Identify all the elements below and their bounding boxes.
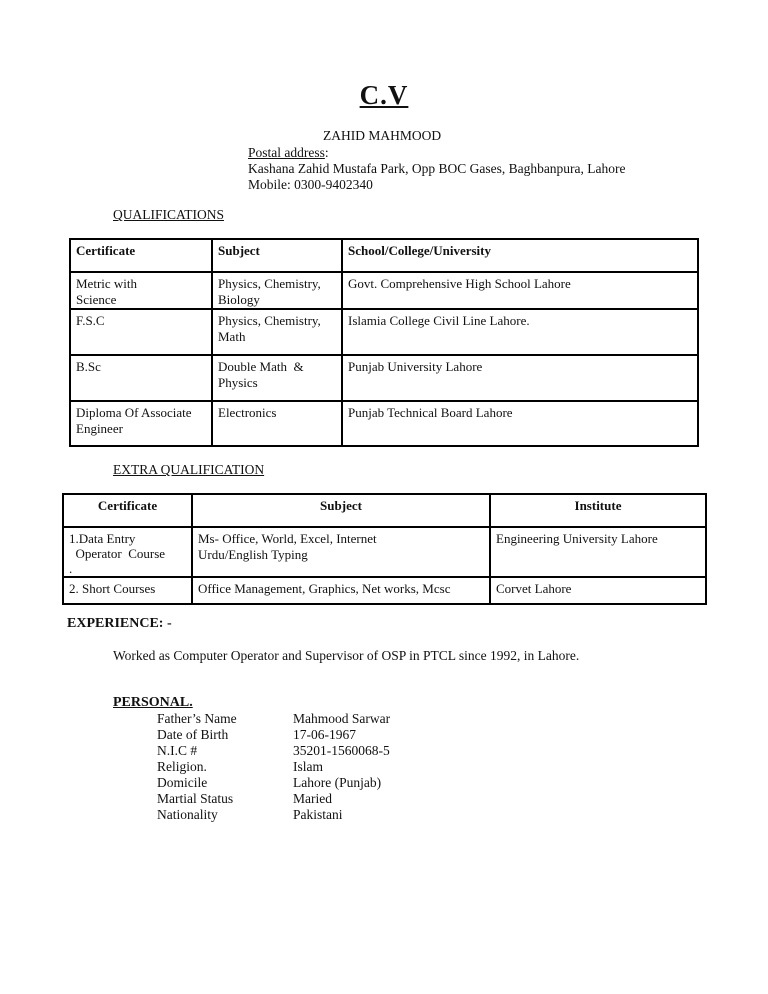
table-cell: Islamia College Civil Line Lahore. [342, 309, 698, 355]
extra-qualification-table [62, 493, 707, 605]
table-cell: Metric with Science [70, 272, 212, 309]
personal-label: PERSONAL. [113, 695, 193, 710]
nic-value: 35201-1560068-5 [293, 743, 390, 758]
qualifications-heading: QUALIFICATIONS [113, 207, 224, 222]
table-header-row [63, 494, 706, 527]
table-cell: 2. Short Courses [63, 577, 192, 604]
table-cell: Engineering University Lahore [490, 527, 706, 577]
nic-label: N.I.C # [157, 743, 198, 758]
experience-text: Worked as Computer Operator and Supervisor of OSP in PTCL since 1992, in Lahore. [113, 648, 580, 663]
table-row [70, 309, 698, 355]
table-cell: Physics, Chemistry, Math [212, 309, 342, 355]
table-cell: Office Management, Graphics, Net works, Mcsc [192, 577, 490, 604]
nationality-label: Nationality [157, 807, 218, 822]
header-certificate: Certificate [63, 494, 192, 527]
table-cell: Govt. Comprehensive High School Lahore [342, 272, 698, 309]
table-cell: Corvet Lahore [490, 577, 706, 604]
qualifications-table [69, 238, 699, 447]
mobile-number: Mobile: 0300-9402340 [248, 177, 373, 192]
header-subject: Subject [212, 239, 342, 272]
table-cell: B.Sc [70, 355, 212, 401]
marital-status-value: Maried [293, 791, 332, 806]
table-cell: Physics, Chemistry, Biology [212, 272, 342, 309]
header-school: School/College/University [342, 239, 698, 272]
domicile-value: Lahore (Punjab) [293, 775, 382, 790]
extra-qualification-heading: EXTRA QUALIFICATION [113, 462, 265, 477]
father-name-label: Father’s Name [157, 711, 237, 726]
dob-label: Date of Birth [157, 727, 229, 742]
header-certificate: Certificate [70, 239, 212, 272]
table-row [70, 401, 698, 446]
table-row [70, 355, 698, 401]
dob-value: 17-06-1967 [293, 727, 356, 742]
postal-address-colon: : [324, 145, 329, 160]
domicile-label: Domicile [157, 775, 208, 790]
religion-value: Islam [293, 759, 323, 774]
postal-address-label: Postal address [248, 145, 325, 160]
table-row [63, 577, 706, 604]
table-cell: Double Math & Physics [212, 355, 342, 401]
table-cell: Punjab University Lahore [342, 355, 698, 401]
header-subject: Subject [192, 494, 490, 527]
candidate-name: ZAHID MAHMOOD [323, 128, 442, 143]
table-row [70, 272, 698, 309]
table-cell: 1.Data Entry Operator Course . [63, 527, 192, 577]
father-name-value: Mahmood Sarwar [293, 711, 391, 726]
religion-label: Religion. [157, 759, 207, 774]
table-cell: Electronics [212, 401, 342, 446]
table-cell: Diploma Of Associate Engineer [70, 401, 212, 446]
header-institute: Institute [490, 494, 706, 527]
table-cell: Ms- Office, World, Excel, Internet Urdu/English Typing [192, 527, 490, 577]
table-cell: F.S.C [70, 309, 212, 355]
experience-label: EXPERIENCE: - [67, 616, 172, 631]
marital-status-label: Martial Status [157, 791, 234, 806]
table-row [63, 527, 706, 577]
cv-title: C.V [359, 80, 409, 110]
postal-address: Kashana Zahid Mustafa Park, Opp BOC Gases, Baghbanpura, Lahore [248, 161, 626, 176]
postal-address-label-line [248, 145, 329, 161]
table-header-row [70, 239, 698, 272]
nationality-value: Pakistani [293, 807, 343, 822]
table-cell: Punjab Technical Board Lahore [342, 401, 698, 446]
